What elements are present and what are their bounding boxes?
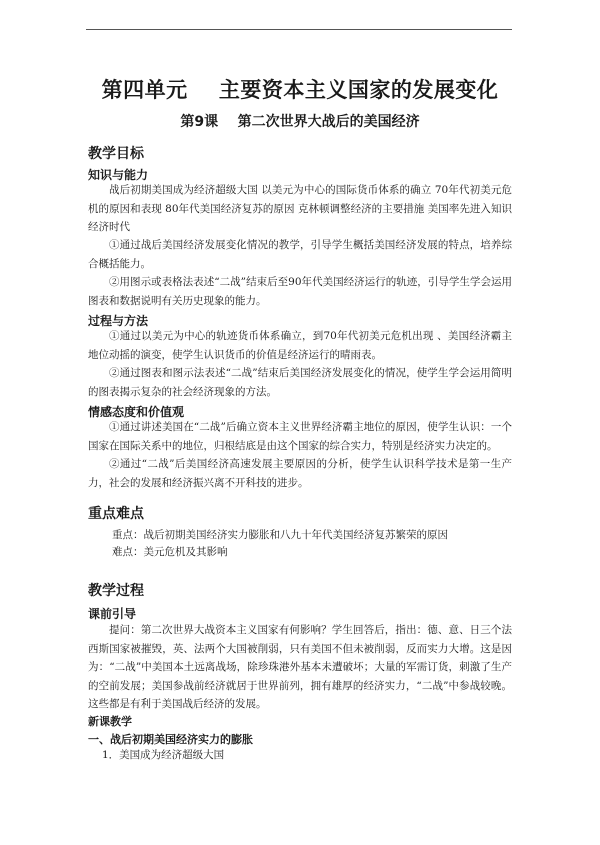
teaching-process-heading: 教学过程 bbox=[88, 583, 144, 599]
attitude-point-1: ①通过讲述美国在“二战”后确立资本主义世界经济霸主地位的原因，使学生认识：一个国家在国际关系中的地位，归根结底是由这个国家的综合实力，特别是经济实力决定的。 bbox=[88, 421, 512, 452]
process-point-1: ①通过以美元为中心的轨迹货币体系确立，到70年代初美元危机出现 、美国经济霸主地位动摇的演变，使学生认识货币的价值是经济运行的晴雨表。 bbox=[88, 330, 512, 361]
knowledge-intro: 战后初期美国成为经济超级大国 以美元为中心的国际货币体系的确立 70年代初美元危机的原因和表现 80年代美国经济复苏的原因 克林顿调整经济的主要措施 美国率先进入知识经济时代 bbox=[88, 184, 512, 233]
knowledge-point-1: ①通过战后美国经济发展变化情况的教学，引导学生概括美国经济发展的特点，培养综合概括能力。 bbox=[88, 239, 512, 270]
key-points-heading: 重点难点 bbox=[88, 506, 144, 522]
process-method-heading: 过程与方法 bbox=[88, 314, 149, 328]
knowledge-heading: 知识与能力 bbox=[88, 168, 149, 182]
section-one-heading: 一、战后初期美国经济实力的膨胀 bbox=[88, 733, 253, 746]
new-lesson-heading: 新课教学 bbox=[88, 715, 132, 728]
pre-class-heading: 课前引导 bbox=[88, 607, 137, 621]
difficult-point: 难点：美元危机及其影响 bbox=[112, 546, 228, 558]
key-point: 重点：战后初期美国经济实力膨胀和八九十年代美国经济复苏繁荣的原因 bbox=[112, 529, 448, 541]
pre-class-text: 提问：第二次世界大战资本主义国家有何影响？学生回答后，指出：德、意、日三个法西斯国家被摧毁，英、法两个大国被削弱，只有美国不但未被削弱，反而实力大增。这是因为：“二战”中美国本土远离战场，除珍珠港外基本未遭破坏；大量的军需订货，刺激了生产的空前发展；美国参战前经济就居于世界前列，拥有雄厚的经济实力，“二战”中参战较晚。这些都是有利于美国战后经济的发展。 bbox=[88, 624, 512, 710]
attitude-point-2: ②通过“二战”后美国经济高速发展主要原因的分析，使学生认识科学技术是第一生产力，社会的发展和经济振兴离不开科技的进步。 bbox=[88, 458, 512, 489]
knowledge-point-2: ②用图示或表格法表述“二战”结束后至90年代美国经济运行的轨迹，引导学生学会运用图表和数据说明有关历史现象的能力。 bbox=[88, 276, 512, 307]
lesson-title: 第9课 第二次世界大战后的美国经济 bbox=[180, 114, 420, 130]
attitude-heading: 情感态度和价值观 bbox=[88, 405, 185, 419]
process-point-2: ②通过图表和图示法表述“二战”结束后美国经济发展变化的情况，使学生学会运用简明的图表揭示复杂的社会经济现象的方法。 bbox=[88, 367, 512, 398]
section-one-item-1: 1．美国成为经济超级大国 bbox=[102, 749, 225, 761]
header-rule bbox=[86, 29, 512, 30]
unit-title: 第四单元 主要资本主义国家的发展变化 bbox=[101, 78, 499, 102]
objectives-heading: 教学目标 bbox=[88, 146, 144, 162]
